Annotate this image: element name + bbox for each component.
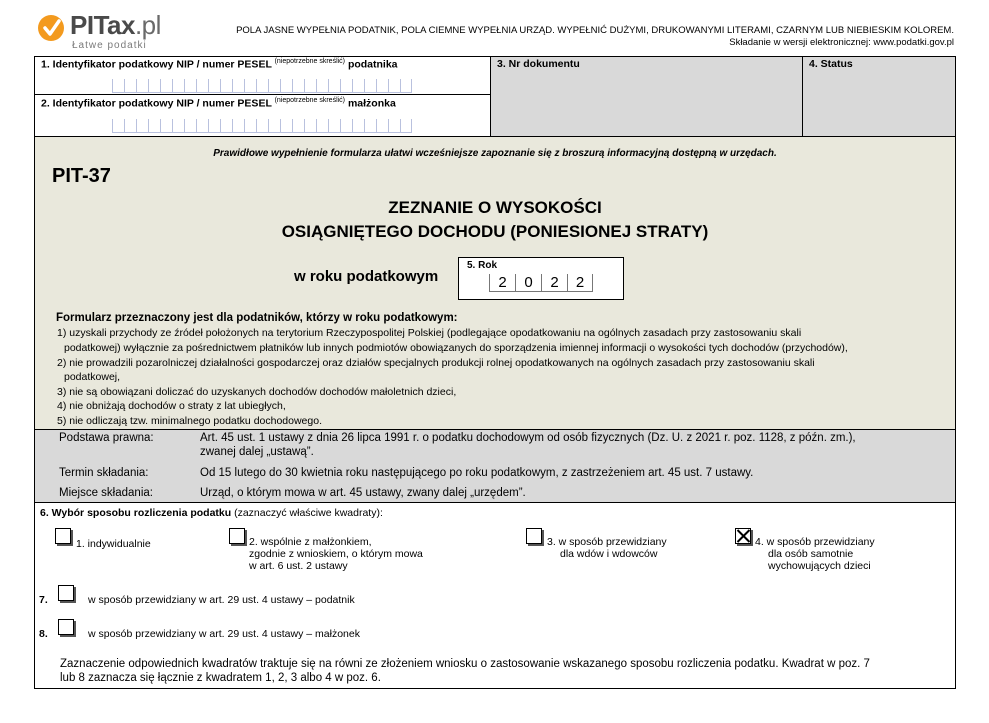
option-2-label: 2. wspólnie z małżonkiem, [249,536,372,548]
eligibility-line: podatkowej, [64,371,121,383]
field-1-taxpayer-id[interactable] [35,57,490,95]
field-3-label: 3. Nr dokumentu [497,58,580,70]
year-digit[interactable]: 2 [489,274,515,292]
logo-tagline: Łatwe podatki [72,40,147,51]
section-6-note [60,657,950,685]
form-title-line1: ZEZNANIE O WYSOKOŚCI [388,198,602,217]
option-3-checkbox[interactable] [526,528,542,544]
option-1-label: 1. indywidualnie [76,538,151,550]
form-code: PIT-37 [52,165,111,187]
option-3-label-l2: dla wdów i wdowców [560,548,658,560]
section-6-title: 6. Wybór sposobu rozliczenia podatku (zaznaczyć właściwe kwadraty): [40,507,383,519]
field-7-label: w sposób przewidziany w art. 29 ust. 4 ustawy – podatnik [88,594,355,606]
field-5-label: 5. Rok [467,260,498,271]
field-7-checkbox[interactable] [58,585,74,601]
option-2-label-l2: zgodnie z wnioskiem, o którym mowa [249,548,423,560]
field-4-status [802,57,955,136]
field-2-label: 2. Identyfikator podatkowy NIP / numer PESEL $^{(niepotrzebne skreślić)}$ małżonka [41,97,396,110]
field-8-checkbox[interactable] [58,619,74,635]
form-title-line2: OSIĄGNIĘTEGO DOCHODU (PONIESIONEJ STRATY) [281,222,709,241]
legal-basis-label: Podstawa prawna: [59,432,154,444]
year-digits[interactable] [489,274,593,292]
eligibility-heading: Formularz przeznaczony jest dla podatników, którzy w roku podatkowym: [56,312,458,324]
year-digit[interactable]: 2 [567,274,593,292]
tax-year-prefix: w roku podatkowym [294,268,439,285]
deadline-label: Termin składania: [59,467,149,479]
option-4-label-l3: wychowujących dzieci [768,560,871,572]
logo-brand: PITax.pl [70,10,161,40]
pitax-logo [36,10,176,56]
intro-note: Prawidłowe wypełnienie formularza ułatwi wcześniejsze zapoznanie się z broszurą informacyjną dostępną w urzędach. [213,148,777,159]
field-7-number: 7. [39,594,48,606]
submission-note: Składanie w wersji elektronicznej: www.podatki.gov.pl [729,37,954,48]
option-4-label-l2: dla osób samotnie [768,548,854,560]
place-label: Miejsce składania: [59,487,153,499]
option-2-checkbox[interactable] [229,528,245,544]
legal-basis-value-cont: zwanej dalej „ustawą”. [200,446,314,458]
eligibility-line: 4) nie obniżają dochodów o straty z lat ubiegłych, [57,400,286,412]
option-2-label-l3: w art. 6 ust. 2 ustawy [249,560,348,572]
section-6-note-line2: lub 8 zaznacza się łącznie z kwadratem 1, 2, 3 albo 4 w poz. 6. [60,672,381,684]
field-4-label: 4. Status [809,58,853,70]
legal-basis-value: Art. 45 ust. 1 ustawy z dnia 26 lipca 1991 r. o podatku dochodowym od osób fizycznych (Dz. U. z 2021 r. poz. 1128, z późn. zm.), [200,432,856,444]
field-8-number: 8. [39,628,48,640]
option-1-checkbox[interactable] [55,528,71,544]
field-2-digit-boxes[interactable] [112,119,412,133]
eligibility-line: 5) nie odliczają tzw. minimalnego podatku dochodowego. [57,415,322,427]
year-digit[interactable]: 2 [541,274,567,292]
eligibility-line: 2) nie prowadzili pozarolniczej działalności gospodarczej oraz działów specjalnych produkcji rolnej opodatkowanych na ogólnych zasadach przy zastosowaniu skali [57,357,815,369]
field-2-spouse-id[interactable] [35,95,490,136]
section-6-note-line1: Zaznaczenie odpowiednich kwadratów traktuje się na równi ze złożeniem wniosku o zastosowanie wskazanego sposobu rozliczenia podatku. Kwadrat w poz. 7 [60,658,870,670]
field-5-year[interactable] [458,257,624,300]
place-value: Urząd, o którym mowa w art. 45 ustawy, zwany dalej „urzędem”. [200,487,526,499]
option-3-label: 3. w sposób przewidziany [547,536,667,548]
logo-leaf-icon [36,12,66,42]
eligibility-line: 3) nie są obowiązani doliczać do uzyskanych dochodów dochodów małoletnich dzieci, [57,386,457,398]
field-1-label: 1. Identyfikator podatkowy NIP / numer PESEL $^{(niepotrzebne skreślić)}$ podatnika [41,58,398,71]
year-digit[interactable]: 0 [515,274,541,292]
deadline-value: Od 15 lutego do 30 kwietnia roku następującego po roku podatkowym, z zastrzeżeniem art. 45 ust. 7 ustawy. [200,467,754,479]
eligibility-line: 1) uzyskali przychody ze źródeł położonych na terytorium Rzeczypospolitej Polskiej (podlegające opodatkowaniu na ogólnych zasadach przy zastosowaniu skali [57,327,802,339]
option-4-checkbox-checked[interactable] [735,528,751,544]
eligibility-line: podatkowej) wyłącznie za pośrednictwem płatników lub innych podmiotów obowiązanych do sporządzenia imiennej informacji o wysokości tych dochodów (przychodów), [64,342,848,354]
header-instruction: POLA JASNE WYPEŁNIA PODATNIK, POLA CIEMNE WYPEŁNIA URZĄD. WYPEŁNIĆ DUŻYMI, DRUKOWANYMI LITERAMI, CZARNYM LUB NIEBIESKIM KOLOREM. [236,25,954,36]
field-8-label: w sposób przewidziany w art. 29 ust. 4 ustawy – małżonek [88,628,360,640]
field-1-digit-boxes[interactable] [112,79,412,93]
option-4-label: 4. w sposób przewidziany [755,536,875,548]
field-3-document-number [490,57,802,136]
